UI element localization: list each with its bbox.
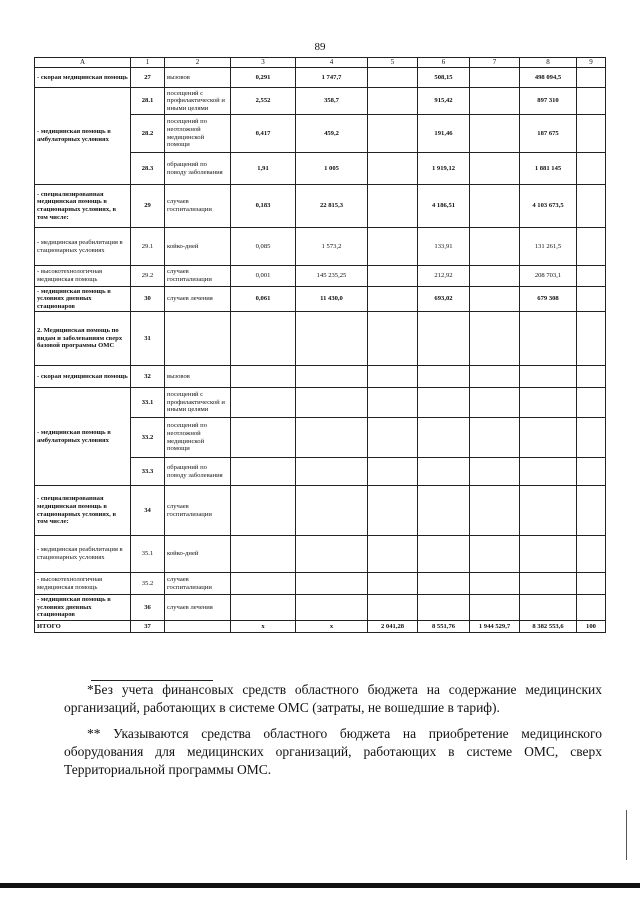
value-cell-5: [368, 536, 418, 573]
value-cell-6: 4 186,51: [418, 185, 470, 228]
value-cell-5: [368, 388, 418, 418]
footnote-2: ** Указываются средства областного бюджета на приобретение медицинского оборудования для медицинских организаций, работающих в системе ОМС, сверх Территориальной программы ОМС.: [64, 726, 602, 777]
value-cell-7: 1 944 529,7: [470, 621, 520, 633]
value-cell-6: 8 551,76: [418, 621, 470, 633]
value-cell-7: [470, 536, 520, 573]
value-cell-3: [231, 366, 296, 388]
value-cell-9: [577, 573, 606, 595]
value-cell-3: [231, 573, 296, 595]
value-cell-4: 145 235,25: [296, 266, 368, 287]
column-header: 2: [165, 58, 231, 68]
value-cell-9: [577, 595, 606, 621]
value-cell-9: [577, 312, 606, 366]
value-cell-6: [418, 458, 470, 486]
value-cell-7: [470, 573, 520, 595]
value-cell-8: [520, 595, 577, 621]
row-number: 32: [131, 366, 165, 388]
table-row: [35, 536, 606, 573]
value-cell-5: [368, 458, 418, 486]
row-label: - скорая медицинская помощь: [35, 68, 131, 88]
unit-cell: [165, 621, 231, 633]
column-header: 5: [368, 58, 418, 68]
value-cell-4: 11 430,0: [296, 287, 368, 312]
table-header-row: [35, 58, 606, 68]
footnote-1: *Без учета финансовых средств областного бюджета на содержание медицинских организаций, работающих в системе ОМС (затраты, не вошедшие в тариф).: [64, 682, 602, 715]
value-cell-5: [368, 185, 418, 228]
row-number: 35.1: [131, 536, 165, 573]
value-cell-8: 4 103 673,5: [520, 185, 577, 228]
value-cell-5: [368, 115, 418, 153]
row-number: 33.2: [131, 418, 165, 458]
value-cell-6: [418, 486, 470, 536]
value-cell-7: [470, 266, 520, 287]
value-cell-3: 2,552: [231, 88, 296, 115]
row-label: - медицинская реабилитация в стационарных условиях: [35, 536, 131, 573]
table-row: [35, 228, 606, 266]
value-cell-3: 0,001: [231, 266, 296, 287]
value-cell-8: [520, 573, 577, 595]
unit-cell: посещений с профилактической и иными целями: [165, 388, 231, 418]
value-cell-8: 498 094,5: [520, 68, 577, 88]
row-number: 29.2: [131, 266, 165, 287]
value-cell-3: [231, 388, 296, 418]
value-cell-4: [296, 486, 368, 536]
value-cell-5: [368, 88, 418, 115]
value-cell-8: [520, 418, 577, 458]
value-cell-9: [577, 228, 606, 266]
row-number: 36: [131, 595, 165, 621]
row-label: - медицинская помощь в условиях дневных стационаров: [35, 595, 131, 621]
unit-cell: койко-дней: [165, 536, 231, 573]
value-cell-4: [296, 418, 368, 458]
value-cell-4: 1 005: [296, 153, 368, 185]
row-number: 33.3: [131, 458, 165, 486]
value-cell-3: [231, 595, 296, 621]
row-label: - высокотехнологичная медицинская помощь: [35, 573, 131, 595]
value-cell-9: 100: [577, 621, 606, 633]
value-cell-5: [368, 418, 418, 458]
value-cell-7: [470, 153, 520, 185]
value-cell-5: [368, 287, 418, 312]
value-cell-3: х: [231, 621, 296, 633]
value-cell-9: [577, 366, 606, 388]
value-cell-5: [368, 595, 418, 621]
column-header: 7: [470, 58, 520, 68]
row-label: - высокотехнологичная медицинская помощь: [35, 266, 131, 287]
value-cell-7: [470, 312, 520, 366]
value-cell-9: [577, 88, 606, 115]
row-label: - медицинская помощь в амбулаторных условиях: [35, 388, 131, 486]
value-cell-9: [577, 486, 606, 536]
value-cell-8: 187 675: [520, 115, 577, 153]
row-label: 2. Медицинская помощь по видам и заболеваниям сверх базовой программы ОМС: [35, 312, 131, 366]
value-cell-4: 1 747,7: [296, 68, 368, 88]
unit-cell: случаев госпитализации: [165, 266, 231, 287]
row-number: 30: [131, 287, 165, 312]
value-cell-3: 0,085: [231, 228, 296, 266]
value-cell-9: [577, 68, 606, 88]
unit-cell: вызовов: [165, 68, 231, 88]
value-cell-5: [368, 68, 418, 88]
value-cell-8: [520, 366, 577, 388]
value-cell-6: [418, 366, 470, 388]
value-cell-6: 508,15: [418, 68, 470, 88]
value-cell-3: 0,291: [231, 68, 296, 88]
table-row: [35, 486, 606, 536]
column-header: 3: [231, 58, 296, 68]
value-cell-9: [577, 153, 606, 185]
value-cell-4: 459,2: [296, 115, 368, 153]
value-cell-7: [470, 115, 520, 153]
value-cell-7: [470, 185, 520, 228]
value-cell-9: [577, 388, 606, 418]
scan-bottom-edge: [0, 883, 640, 888]
table-row: [35, 312, 606, 366]
value-cell-9: [577, 418, 606, 458]
value-cell-5: [368, 266, 418, 287]
value-cell-3: 0,417: [231, 115, 296, 153]
table-row: [35, 388, 606, 418]
value-cell-5: [368, 153, 418, 185]
column-header: 1: [131, 58, 165, 68]
row-label: - специализированная медицинская помощь в стационарных условиях, в том числе:: [35, 185, 131, 228]
value-cell-4: 22 815,3: [296, 185, 368, 228]
value-cell-8: 1 881 145: [520, 153, 577, 185]
value-cell-5: [368, 486, 418, 536]
value-cell-7: [470, 486, 520, 536]
value-cell-6: [418, 536, 470, 573]
value-cell-9: [577, 115, 606, 153]
value-cell-4: [296, 573, 368, 595]
value-cell-7: [470, 418, 520, 458]
value-cell-6: 191,46: [418, 115, 470, 153]
value-cell-6: [418, 573, 470, 595]
row-label: - медицинская реабилитация в стационарных условиях: [35, 228, 131, 266]
value-cell-6: [418, 595, 470, 621]
column-header: А: [35, 58, 131, 68]
row-label: - медицинская помощь в условиях дневных стационаров: [35, 287, 131, 312]
column-header: 4: [296, 58, 368, 68]
unit-cell: посещений по неотложной медицинской помощи: [165, 115, 231, 153]
value-cell-7: [470, 458, 520, 486]
value-cell-4: [296, 388, 368, 418]
value-cell-8: 131 261,5: [520, 228, 577, 266]
value-cell-6: 212,92: [418, 266, 470, 287]
row-label: - медицинская помощь в амбулаторных условиях: [35, 88, 131, 185]
row-label: ИТОГО: [35, 621, 131, 633]
value-cell-9: [577, 287, 606, 312]
value-cell-9: [577, 266, 606, 287]
value-cell-6: 693,02: [418, 287, 470, 312]
value-cell-3: [231, 312, 296, 366]
value-cell-8: [520, 312, 577, 366]
value-cell-7: [470, 228, 520, 266]
row-number: 37: [131, 621, 165, 633]
value-cell-3: [231, 486, 296, 536]
value-cell-5: [368, 366, 418, 388]
value-cell-3: [231, 536, 296, 573]
value-cell-7: [470, 388, 520, 418]
table-row: [35, 287, 606, 312]
row-number: 33.1: [131, 388, 165, 418]
financing-table: [34, 57, 606, 633]
unit-cell: случаев лечения: [165, 287, 231, 312]
value-cell-5: [368, 228, 418, 266]
row-number: 29: [131, 185, 165, 228]
row-number: 34: [131, 486, 165, 536]
unit-cell: обращений по поводу заболевания: [165, 153, 231, 185]
unit-cell: случаев госпитализации: [165, 486, 231, 536]
value-cell-6: 133,91: [418, 228, 470, 266]
value-cell-4: [296, 595, 368, 621]
column-header: 9: [577, 58, 606, 68]
value-cell-8: 897 310: [520, 88, 577, 115]
value-cell-8: [520, 536, 577, 573]
value-cell-9: [577, 536, 606, 573]
value-cell-8: [520, 388, 577, 418]
column-header: 8: [520, 58, 577, 68]
table-row: [35, 366, 606, 388]
row-number: 28.3: [131, 153, 165, 185]
table-row: [35, 266, 606, 287]
column-header: 6: [418, 58, 470, 68]
value-cell-6: 1 919,12: [418, 153, 470, 185]
unit-cell: случаев госпитализации: [165, 185, 231, 228]
value-cell-9: [577, 458, 606, 486]
value-cell-4: [296, 458, 368, 486]
value-cell-3: [231, 458, 296, 486]
table-row: [35, 573, 606, 595]
value-cell-8: 208 703,1: [520, 266, 577, 287]
unit-cell: случаев лечения: [165, 595, 231, 621]
row-label: - специализированная медицинская помощь в стационарных условиях, в том числе:: [35, 486, 131, 536]
value-cell-3: [231, 418, 296, 458]
page-number: 89: [314, 41, 326, 53]
value-cell-4: 1 573,2: [296, 228, 368, 266]
value-cell-6: [418, 418, 470, 458]
row-number: 28.2: [131, 115, 165, 153]
value-cell-4: [296, 366, 368, 388]
value-cell-9: [577, 185, 606, 228]
row-number: 28.1: [131, 88, 165, 115]
row-number: 29.1: [131, 228, 165, 266]
margin-mark: [626, 810, 627, 860]
value-cell-7: [470, 68, 520, 88]
row-label: - скорая медицинская помощь: [35, 366, 131, 388]
value-cell-4: 358,7: [296, 88, 368, 115]
unit-cell: посещений по неотложной медицинской помощи: [165, 418, 231, 458]
value-cell-5: [368, 573, 418, 595]
value-cell-6: [418, 388, 470, 418]
row-number: 31: [131, 312, 165, 366]
value-cell-7: [470, 366, 520, 388]
value-cell-4: х: [296, 621, 368, 633]
table-row: [35, 68, 606, 88]
value-cell-6: [418, 312, 470, 366]
value-cell-3: 0,061: [231, 287, 296, 312]
unit-cell: посещений с профилактической и иными целями: [165, 88, 231, 115]
unit-cell: [165, 312, 231, 366]
table-row: [35, 595, 606, 621]
value-cell-4: [296, 312, 368, 366]
table-row: [35, 621, 606, 633]
value-cell-3: 1,91: [231, 153, 296, 185]
table-row: [35, 88, 606, 115]
value-cell-5: [368, 312, 418, 366]
value-cell-8: 679 308: [520, 287, 577, 312]
value-cell-7: [470, 595, 520, 621]
unit-cell: обращений по поводу заболевания: [165, 458, 231, 486]
value-cell-8: [520, 486, 577, 536]
value-cell-8: [520, 458, 577, 486]
unit-cell: койко-дней: [165, 228, 231, 266]
value-cell-6: 915,42: [418, 88, 470, 115]
row-number: 27: [131, 68, 165, 88]
value-cell-3: 0,183: [231, 185, 296, 228]
value-cell-7: [470, 88, 520, 115]
value-cell-5: 2 041,28: [368, 621, 418, 633]
unit-cell: вызовов: [165, 366, 231, 388]
row-number: 35.2: [131, 573, 165, 595]
unit-cell: случаев госпитализации: [165, 573, 231, 595]
value-cell-7: [470, 287, 520, 312]
value-cell-8: 8 382 553,6: [520, 621, 577, 633]
table-row: [35, 185, 606, 228]
value-cell-4: [296, 536, 368, 573]
